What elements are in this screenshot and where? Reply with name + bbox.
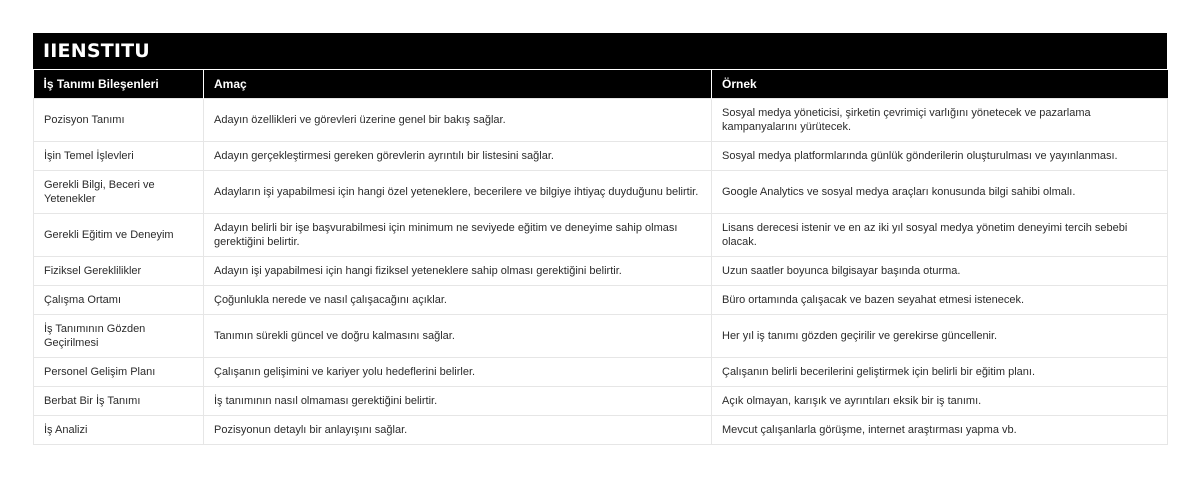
example-cell: Sosyal medya yöneticisi, şirketin çevrimiçi varlığını yönetecek ve pazarlama kampanyalarını yürütecek. [712, 99, 1168, 142]
job-description-table [33, 69, 1168, 445]
example-cell: Uzun saatler boyunca bilgisayar başında oturma. [712, 257, 1168, 286]
component-cell: Pozisyon Tanımı [34, 99, 204, 142]
job-description-card [33, 33, 1167, 445]
table-row [34, 358, 1168, 387]
table-row [34, 416, 1168, 445]
table-row [34, 315, 1168, 358]
purpose-cell: Adayın gerçekleştirmesi gereken görevlerin ayrıntılı bir listesini sağlar. [204, 142, 712, 171]
component-cell: Gerekli Eğitim ve Deneyim [34, 214, 204, 257]
example-cell: Büro ortamında çalışacak ve bazen seyahat etmesi istenecek. [712, 286, 1168, 315]
column-header-example: Örnek [712, 70, 1168, 99]
table-row [34, 214, 1168, 257]
purpose-cell: Adayın özellikleri ve görevleri üzerine genel bir bakış sağlar. [204, 99, 712, 142]
purpose-cell: Adayların işi yapabilmesi için hangi özel yeteneklere, becerilere ve bilgiye ihtiyaç duyduğunu belirtir. [204, 171, 712, 214]
purpose-cell: Adayın belirli bir işe başvurabilmesi için minimum ne seviyede eğitim ve deneyime sahip olması gerektiğini belirtir. [204, 214, 712, 257]
example-cell: Çalışanın belirli becerilerini geliştirmek için belirli bir eğitim planı. [712, 358, 1168, 387]
table-row [34, 286, 1168, 315]
brand-header [33, 33, 1167, 69]
example-cell: Google Analytics ve sosyal medya araçları konusunda bilgi sahibi olmalı. [712, 171, 1168, 214]
brand-logo-text: IIENSTITU [43, 40, 150, 62]
purpose-cell: Çalışanın gelişimini ve kariyer yolu hedeflerini belirler. [204, 358, 712, 387]
component-cell: Berbat Bir İş Tanımı [34, 387, 204, 416]
purpose-cell: Adayın işi yapabilmesi için hangi fiziksel yeteneklere sahip olması gerektiğini belirtir. [204, 257, 712, 286]
purpose-cell: Çoğunlukla nerede ve nasıl çalışacağını açıklar. [204, 286, 712, 315]
component-cell: Çalışma Ortamı [34, 286, 204, 315]
table-header-row [34, 70, 1168, 99]
component-cell: Personel Gelişim Planı [34, 358, 204, 387]
component-cell: İş Tanımının Gözden Geçirilmesi [34, 315, 204, 358]
component-cell: Gerekli Bilgi, Beceri ve Yetenekler [34, 171, 204, 214]
table-row [34, 387, 1168, 416]
column-header-components: İş Tanımı Bileşenleri [34, 70, 204, 99]
column-header-purpose: Amaç [204, 70, 712, 99]
example-cell: Mevcut çalışanlarla görüşme, internet araştırması yapma vb. [712, 416, 1168, 445]
component-cell: İş Analizi [34, 416, 204, 445]
example-cell: Lisans derecesi istenir ve en az iki yıl sosyal medya yönetim deneyimi tercih sebebi olacak. [712, 214, 1168, 257]
table-row [34, 171, 1168, 214]
purpose-cell: Pozisyonun detaylı bir anlayışını sağlar. [204, 416, 712, 445]
component-cell: Fiziksel Gereklilikler [34, 257, 204, 286]
example-cell: Sosyal medya platformlarında günlük gönderilerin oluşturulması ve yayınlanması. [712, 142, 1168, 171]
example-cell: Her yıl iş tanımı gözden geçirilir ve gerekirse güncellenir. [712, 315, 1168, 358]
table-row [34, 142, 1168, 171]
component-cell: İşin Temel İşlevleri [34, 142, 204, 171]
example-cell: Açık olmayan, karışık ve ayrıntıları eksik bir iş tanımı. [712, 387, 1168, 416]
purpose-cell: İş tanımının nasıl olmaması gerektiğini belirtir. [204, 387, 712, 416]
table-row [34, 257, 1168, 286]
table-row [34, 99, 1168, 142]
purpose-cell: Tanımın sürekli güncel ve doğru kalmasını sağlar. [204, 315, 712, 358]
